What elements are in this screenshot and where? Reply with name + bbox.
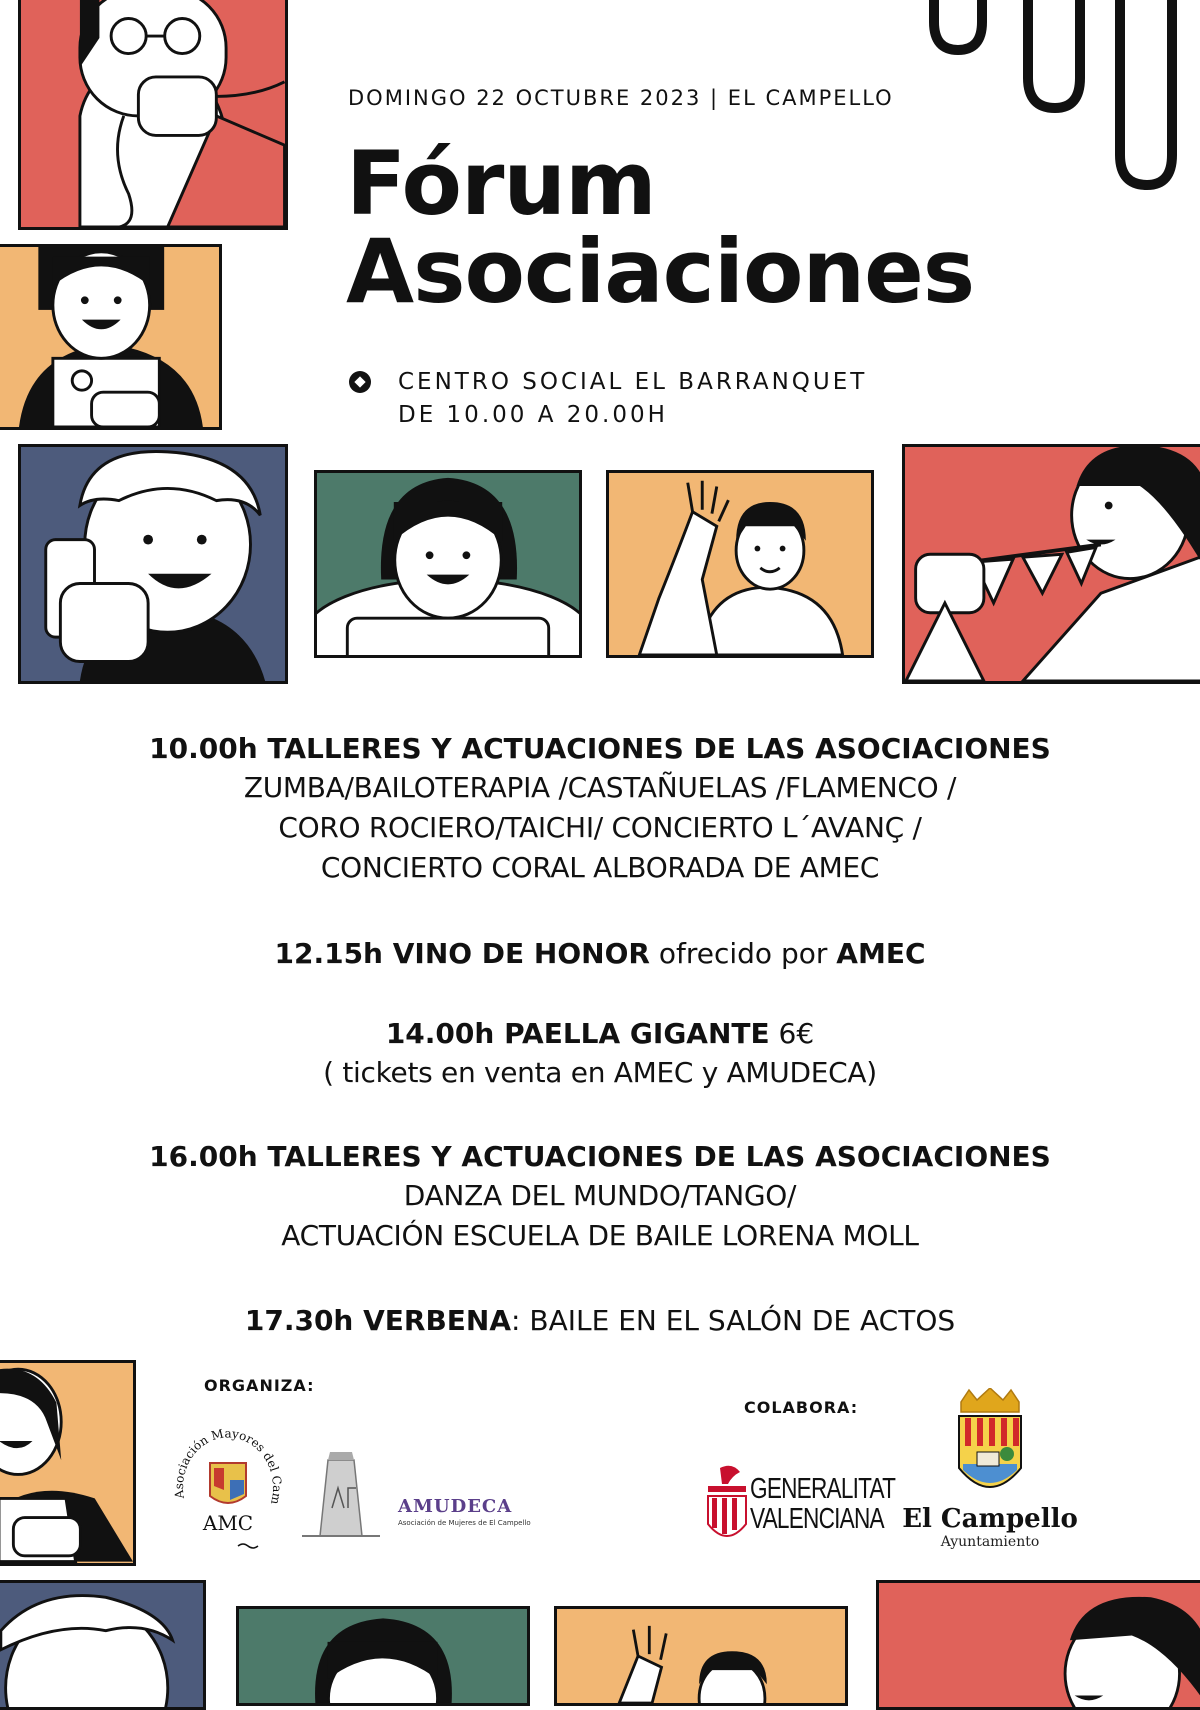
illustration-woman-smiling-bottom [0, 1360, 136, 1566]
program-block-5 [0, 1302, 1200, 1340]
location-pin-icon [348, 370, 372, 394]
illustration-boy-waving [606, 470, 874, 658]
illustration-bottom-1 [0, 1580, 206, 1710]
program-2-tail: AMEC [836, 937, 926, 970]
illustration-person-banner [902, 444, 1200, 684]
generalitat-valenciana-emblem [702, 1462, 752, 1548]
el-campello-coat-of-arms [955, 1388, 1025, 1506]
program-1-line-1: ZUMBA/BAILOTERAPIA /CASTAÑUELAS /FLAMENCO / [243, 771, 957, 804]
title-line-1: Fórum [346, 132, 656, 235]
gv-line-1: GENERALITAT [750, 1473, 896, 1505]
amudeca-tower-logo [300, 1448, 382, 1538]
illustration-bottom-3 [554, 1606, 848, 1706]
program-2-title: 12.15h VINO DE HONOR [274, 937, 650, 970]
illustration-man-eating [18, 0, 288, 230]
program-3-title: 14.00h PAELLA GIGANTE [385, 1017, 770, 1050]
amudeca-name: AMUDECA [398, 1496, 513, 1517]
illustration-person-phone [18, 444, 288, 684]
campello-subtitle: Ayuntamiento [940, 1534, 1040, 1550]
program-4-line-2: ACTUACIÓN ESCUELA DE BAILE LORENA MOLL [281, 1219, 919, 1252]
program-1-title: 10.00h TALLERES Y ACTUACIONES DE LAS ASOCIACIONES [149, 732, 1051, 765]
illustration-woman-smiling [0, 244, 222, 430]
illustration-bottom-4 [876, 1580, 1200, 1710]
amec-logo [168, 1418, 288, 1568]
event-title [346, 132, 975, 323]
program-block-1 [0, 730, 1200, 888]
el-campello-text [900, 1504, 1080, 1550]
venue-hours: DE 10.00 A 20.00H [398, 402, 668, 428]
program-1-line-3: CONCIERTO CORAL ALBORADA DE AMEC [320, 851, 880, 884]
illustration-woman-laptop [314, 470, 582, 658]
program-block-3 [0, 1015, 1200, 1093]
illustration-bottom-2 [236, 1606, 530, 1706]
program-1-line-2: CORO ROCIERO/TAICHI/ CONCIERTO L´AVANÇ / [278, 811, 922, 844]
organiza-label: ORGANIZA: [204, 1376, 315, 1395]
program-block-4 [0, 1138, 1200, 1256]
gv-line-2: VALENCIANA [750, 1503, 884, 1535]
amec-initials: AMC [202, 1511, 254, 1535]
program-3-note: ( tickets en venta en AMEC y AMUDECA) [323, 1056, 877, 1089]
colabora-label: COLABORA: [744, 1398, 859, 1417]
amec-ring-text: Asociación Mayores del Cam [171, 1426, 285, 1506]
program-5-title: 17.30h VERBENA [244, 1304, 512, 1337]
venue-info [398, 366, 867, 432]
program-5-rest: : BAILE EN EL SALÓN DE ACTOS [511, 1304, 956, 1337]
event-date-location: DOMINGO 22 OCTUBRE 2023 | EL CAMPELLO [348, 86, 894, 110]
program-4-title: 16.00h TALLERES Y ACTUACIONES DE LAS ASOCIACIONES [149, 1140, 1051, 1173]
amudeca-logo-text [398, 1496, 538, 1527]
venue-name: CENTRO SOCIAL EL BARRANQUET [398, 369, 868, 395]
program-2-middle: ofrecido por [649, 937, 837, 970]
program-block-2 [0, 935, 1200, 973]
generalitat-valenciana-text [750, 1474, 895, 1534]
title-line-2: Asociaciones [346, 220, 975, 323]
program-3-price: 6€ [769, 1017, 815, 1050]
amudeca-subtitle: Asociación de Mujeres de El Campello [398, 1519, 531, 1527]
campello-name: El Campello [902, 1504, 1078, 1534]
program-4-line-1: DANZA DEL MUNDO/TANGO/ [403, 1179, 797, 1212]
